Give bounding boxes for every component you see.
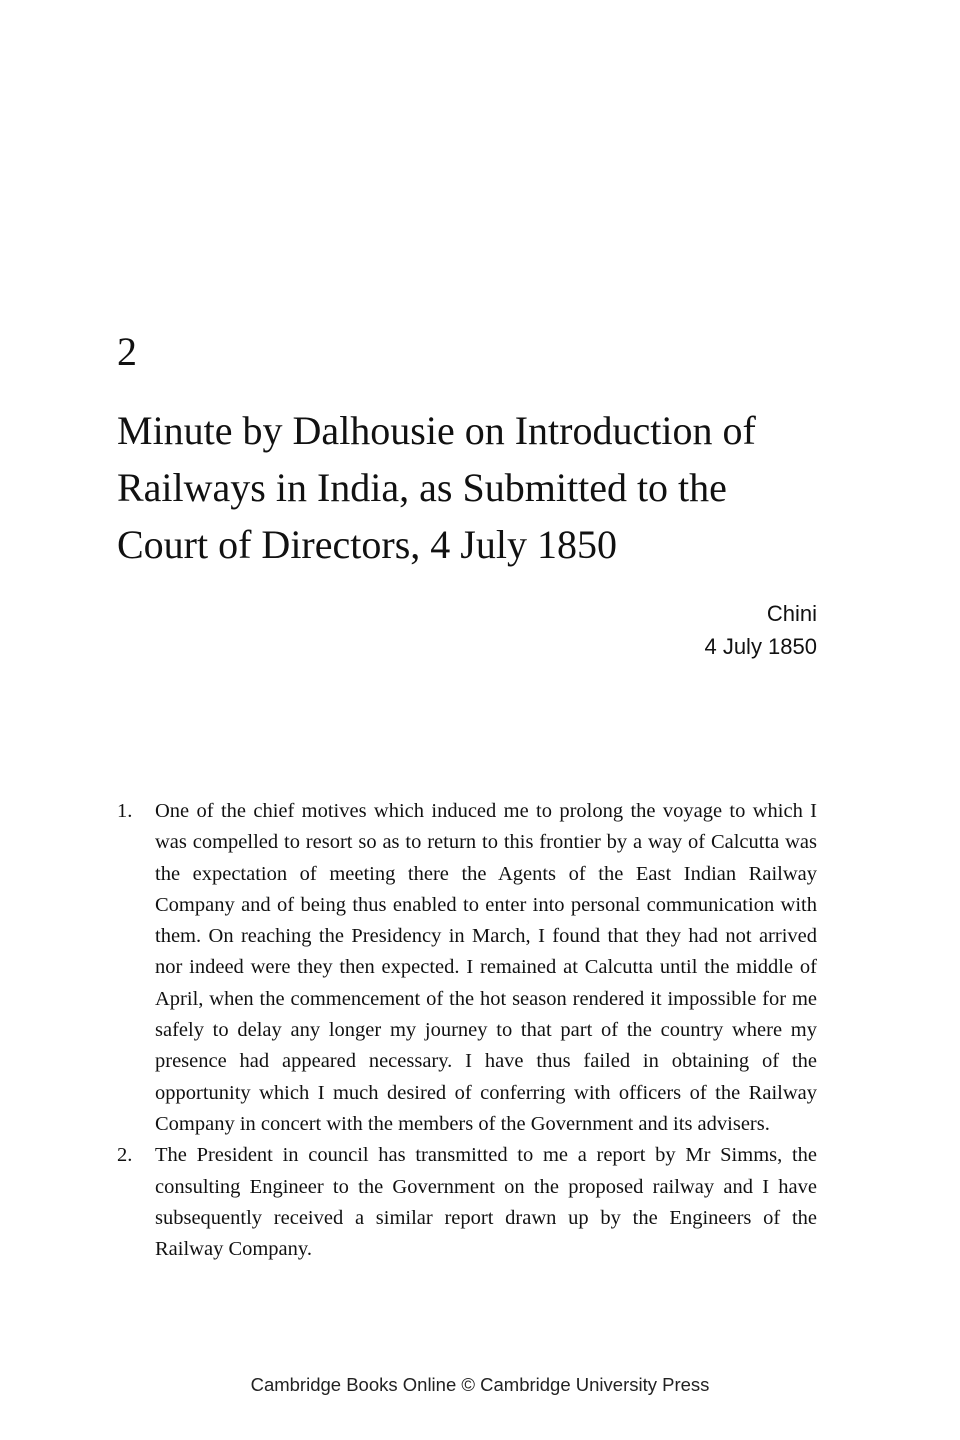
chapter-number: 2	[117, 329, 137, 374]
paragraph-number: 2.	[117, 1144, 133, 1167]
paragraph-text: One of the chief motives which induced me to prolong the voyage to which I was compelled to resort so as to return to this frontier by a way of Calcutta was the expectation of meeting there the Agents of the East Indian Railway Company and of being thus enabled to enter into personal communication with them. On reaching the Presidency in March, I found that they had not arrived nor indeed were they then expected. I remained at Calcutta until the middle of April, when the commencement of the hot season rendered it impossible for me safely to delay any longer my journey to that part of the country where my presence had appeared necessary. I have thus failed in obtaining of the opportunity which I much desired of conferring with officers of the Railway Company in concert with the members of the Government and its advisers.	[155, 800, 817, 1135]
dateline-place: Chini	[766, 601, 817, 626]
paragraph-2	[117, 1140, 817, 1265]
chapter-title	[117, 402, 877, 573]
chapter-title-line-1: Minute by Dalhousie on Introduction of	[117, 408, 756, 453]
copyright-footer: Cambridge Books Online © Cambridge University Press	[250, 1374, 710, 1395]
chapter-title-line-3: Court of Directors, 4 July 1850	[117, 522, 617, 567]
dateline	[704, 597, 817, 663]
paragraph-text: The President in council has transmitted to me a report by Mr Simms, the consulting Engineer to the Government on the proposed railway and I have subsequently received a similar report drawn up by the Engineers of the Railway Company.	[155, 1144, 817, 1261]
paragraph-1	[117, 796, 817, 1140]
paragraph-number: 1.	[117, 800, 133, 822]
minute-body	[117, 796, 817, 1265]
dateline-date: 4 July 1850	[704, 634, 817, 659]
chapter-title-line-2: Railways in India, as Submitted to the	[117, 465, 727, 510]
